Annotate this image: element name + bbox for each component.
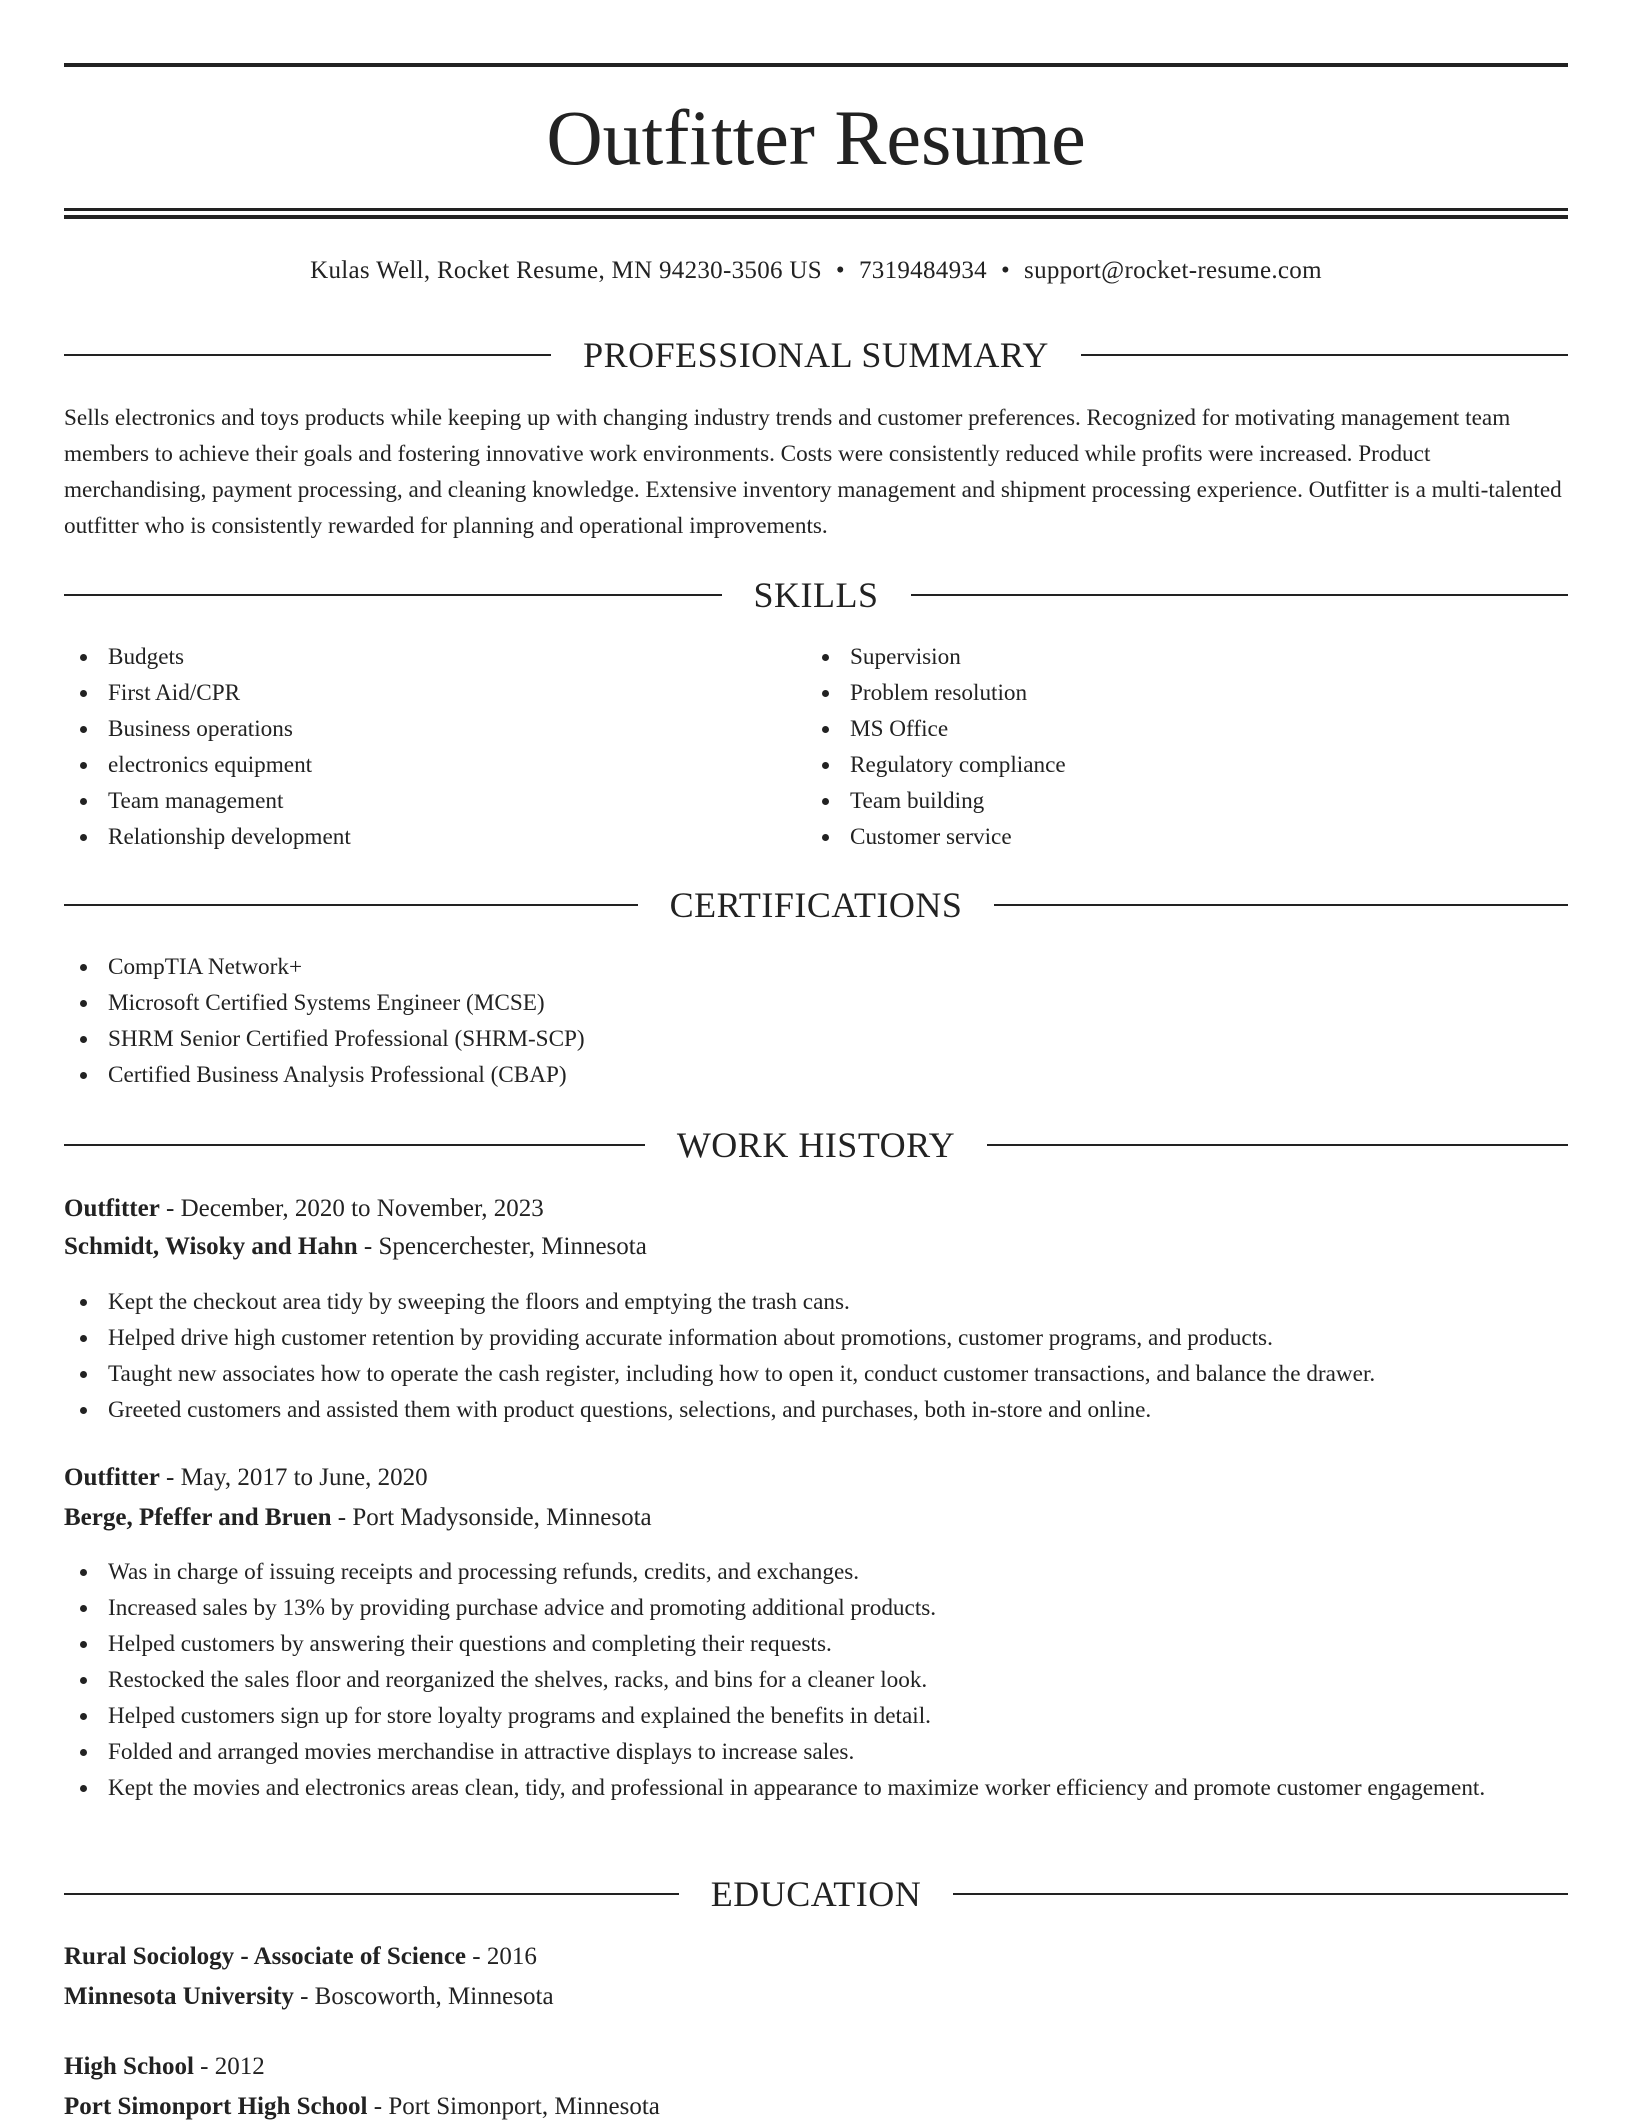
skill-item: Relationship development — [64, 819, 764, 855]
certification-item: SHRM Senior Certified Professional (SHRM-SCP) — [64, 1021, 1568, 1057]
section-title-summary: PROFESSIONAL SUMMARY — [583, 335, 1049, 375]
section-rule — [64, 1893, 679, 1895]
education-school: Minnesota University — [64, 1983, 294, 2010]
title-double-rule-lower — [64, 215, 1568, 219]
job-bullet: Helped drive high customer retention by providing accurate information about promotions, customer programs, and products. — [64, 1320, 1504, 1356]
section-rule — [64, 354, 551, 356]
job-bullet: Kept the checkout area tidy by sweeping the floors and emptying the trash cans. — [64, 1284, 1504, 1320]
contact-address: Kulas Well, Rocket Resume, MN 94230-3506 US — [310, 257, 822, 284]
education-degree-line — [64, 2049, 1568, 2085]
job-bullets — [64, 1284, 1504, 1428]
job-company: Schmidt, Wisoky and Hahn — [64, 1233, 358, 1260]
skill-item: Team building — [806, 783, 1506, 819]
section-header-summary — [64, 333, 1568, 377]
job-title-line — [64, 1191, 1568, 1227]
education-degree: High School — [64, 2053, 194, 2080]
section-rule — [994, 904, 1568, 906]
job-bullet: Greeted customers and assisted them with product questions, selections, and purchases, both in-store and online. — [64, 1392, 1504, 1428]
job-bullet: Helped customers sign up for store loyalty programs and explained the benefits in detail. — [64, 1698, 1504, 1734]
section-title-work-history: WORK HISTORY — [676, 1125, 956, 1165]
contact-line — [64, 253, 1568, 289]
job-bullet: Was in charge of issuing receipts and processing refunds, credits, and exchanges. — [64, 1554, 1504, 1590]
job-company-line — [64, 1229, 1568, 1265]
job-title-line — [64, 1460, 1568, 1496]
contact-separator: • — [1000, 257, 1011, 284]
job-company-line — [64, 1500, 1568, 1536]
section-title-skills: SKILLS — [753, 575, 879, 615]
skill-item: Business operations — [64, 711, 764, 747]
resume-title: Outfitter Resume — [546, 94, 1086, 181]
job-title: Outfitter — [64, 1195, 160, 1222]
title-double-rule-upper — [64, 208, 1568, 211]
education-school-line — [64, 2089, 1568, 2125]
certification-item: Microsoft Certified Systems Engineer (MCSE) — [64, 985, 1568, 1021]
job-bullet: Restocked the sales floor and reorganized the shelves, racks, and bins for a cleaner look. — [64, 1662, 1504, 1698]
section-header-skills — [64, 573, 1568, 617]
education-degree: Rural Sociology - Associate of Science — [64, 1943, 467, 1970]
section-rule — [64, 1144, 645, 1146]
contact-phone: 7319484934 — [858, 257, 987, 284]
job-bullet: Helped customers by answering their questions and completing their requests. — [64, 1626, 1504, 1662]
certifications-list — [64, 949, 1568, 1093]
section-title-certifications: CERTIFICATIONS — [669, 885, 963, 925]
education-school-line — [64, 1979, 1568, 2015]
education-year: - 2012 — [193, 2053, 265, 2080]
top-rule — [64, 63, 1568, 67]
job-title: Outfitter — [64, 1464, 160, 1491]
skill-item: Customer service — [806, 819, 1506, 855]
skills-column-right — [806, 639, 1506, 855]
job-bullet: Increased sales by 13% by providing purchase advice and promoting additional products. — [64, 1590, 1504, 1626]
section-header-education — [64, 1872, 1568, 1916]
section-rule — [953, 1893, 1568, 1895]
section-rule — [987, 1144, 1568, 1146]
skill-item: First Aid/CPR — [64, 675, 764, 711]
education-year: - 2016 — [466, 1943, 537, 1970]
job-company: Berge, Pfeffer and Bruen — [64, 1504, 332, 1531]
job-bullet: Taught new associates how to operate the cash register, including how to open it, conduct customer transactions, and balance the drawer. — [64, 1356, 1504, 1392]
education-degree-line — [64, 1939, 1568, 1975]
skill-item: Budgets — [64, 639, 764, 675]
skill-item: Regulatory compliance — [806, 747, 1506, 783]
skill-item: Supervision — [806, 639, 1506, 675]
section-rule — [1081, 354, 1568, 356]
job-location: - Spencerchester, Minnesota — [357, 1233, 647, 1260]
section-header-certifications — [64, 883, 1568, 927]
job-dates: - May, 2017 to June, 2020 — [159, 1464, 428, 1491]
contact-email: support@rocket-resume.com — [1024, 257, 1322, 284]
job-bullets — [64, 1554, 1504, 1806]
certification-item: Certified Business Analysis Professional (CBAP) — [64, 1057, 1568, 1093]
education-location: - Boscoworth, Minnesota — [293, 1983, 554, 2010]
section-header-work-history — [64, 1123, 1568, 1167]
skill-item: Problem resolution — [806, 675, 1506, 711]
section-rule — [64, 904, 638, 906]
skills-column-left — [64, 639, 764, 855]
contact-separator: • — [835, 257, 845, 284]
skill-item: electronics equipment — [64, 747, 764, 783]
certification-item: CompTIA Network+ — [64, 949, 1568, 985]
skill-item: MS Office — [806, 711, 1506, 747]
job-location: - Port Madysonside, Minnesota — [331, 1504, 652, 1531]
summary-text: Sells electronics and toys products while keeping up with changing industry trends and customer preferences. Recognized for motivating management team members to achieve their goals and fostering innovative work environments. Costs were consistently reduced while profits were increased. Product merchandising, payment processing, and cleaning knowledge. Extensive inventory management and shipment processing experience. Outfitter is a multi-talented outfitter who is consistently rewarded for planning and operational improvements. — [64, 405, 1562, 539]
job-bullet: Folded and arranged movies merchandise in attractive displays to increase sales. — [64, 1734, 1504, 1770]
job-bullet: Kept the movies and electronics areas clean, tidy, and professional in appearance to maximize worker efficiency and promote customer engagement. — [64, 1770, 1504, 1806]
education-location: - Port Simonport, Minnesota — [367, 2093, 660, 2120]
section-rule — [64, 594, 722, 596]
education-school: Port Simonport High School — [64, 2093, 368, 2120]
section-rule — [911, 594, 1569, 596]
skill-item: Team management — [64, 783, 764, 819]
section-title-education: EDUCATION — [710, 1874, 922, 1914]
job-dates: - December, 2020 to November, 2023 — [159, 1195, 544, 1222]
